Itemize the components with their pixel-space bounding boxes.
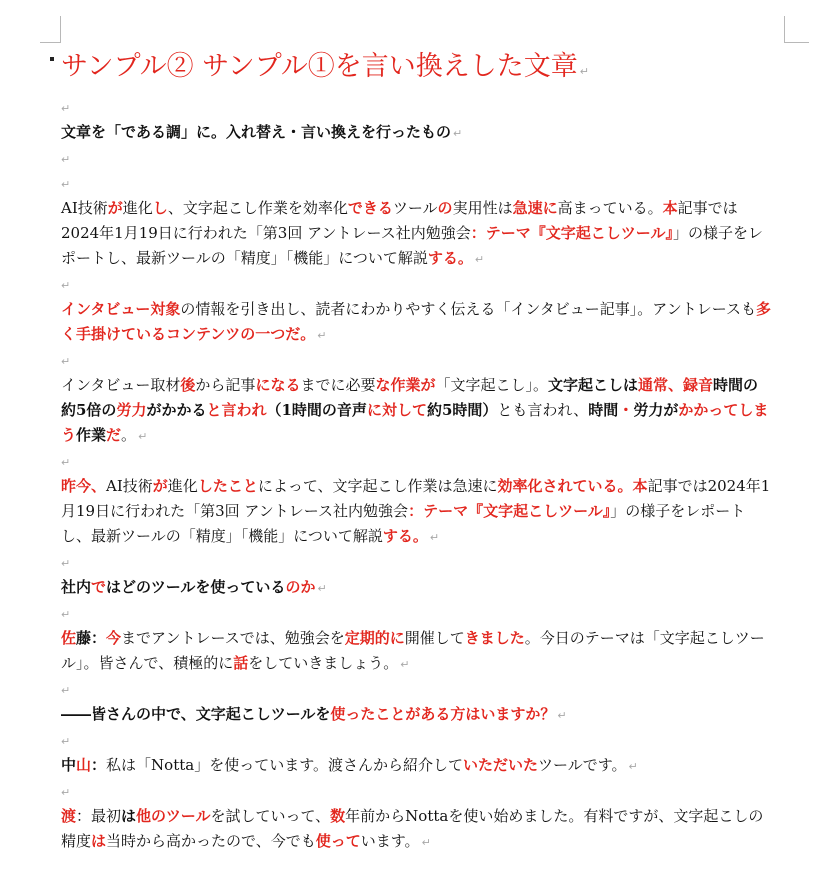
text-run: ――皆さんの中で、文字起こしツールを xyxy=(61,705,331,723)
text-run: 急速に xyxy=(512,199,558,217)
text-run: 記事では2024年1月19日に行われた「第3回 アントレース社内勉強会 xyxy=(61,477,771,520)
paragraph-transcription xyxy=(61,373,773,449)
paragraph-mark: ↵ xyxy=(474,253,485,266)
text-run: きました xyxy=(464,629,525,647)
text-run: 私は「Notta」を使っています。渡さんから紹介して xyxy=(106,756,464,774)
paragraph-mark: ↵ xyxy=(317,329,327,342)
document-title: サンプル② サンプル①を言い換えした文章 ↵ xyxy=(61,51,589,82)
text-run: ントレースも xyxy=(666,300,756,318)
text-run: 効率化されている。 xyxy=(497,477,633,495)
empty-paragraph: ↵ xyxy=(61,557,71,570)
text-run: 約5時間） xyxy=(426,401,498,419)
text-run: 「文字起こし」。 xyxy=(435,376,548,394)
paragraph-mark: ↵ xyxy=(421,836,431,849)
page-corner-top-right xyxy=(784,16,809,43)
text-run: ツール xyxy=(392,199,438,217)
interviewer-question xyxy=(61,702,773,728)
text-run: に対して xyxy=(366,401,427,419)
empty-paragraph: ↵ xyxy=(61,735,71,748)
text-run: AI技術 xyxy=(61,199,108,217)
text-run: ：テーマ『文字起こしツール』 xyxy=(408,502,611,520)
text-run: いただいた xyxy=(463,756,539,774)
text-run: 実用性は xyxy=(452,199,513,217)
text-run: かかってしまう xyxy=(61,401,769,444)
text-run: する。 xyxy=(382,527,428,545)
text-run: で xyxy=(91,578,107,596)
text-run: 進化 xyxy=(167,477,198,495)
paragraph-sato xyxy=(61,626,773,677)
empty-paragraph: ↵ xyxy=(61,786,71,799)
paragraph-mark: ↵ xyxy=(429,531,440,544)
empty-paragraph: ↵ xyxy=(61,279,71,292)
empty-paragraph: ↵ xyxy=(61,153,71,166)
text-run: 進化 xyxy=(122,199,153,217)
text-run: 使ったことがある方はいますか？ xyxy=(330,705,556,723)
text-run: 今 xyxy=(106,629,122,647)
empty-paragraph: ↵ xyxy=(61,355,71,368)
text-run: 使って xyxy=(315,832,361,850)
text-run: 中 xyxy=(61,756,77,774)
text-run: から記事 xyxy=(195,376,256,394)
text-run: とも言われ、 xyxy=(497,401,589,419)
lead-paragraph: 文章を「である調」に。入れ替え・言い換えを行ったもの ↵ xyxy=(61,123,463,141)
text-run: を試していって、 xyxy=(210,807,331,825)
text-run: 労力が xyxy=(633,401,679,419)
text-run: 時間 xyxy=(588,401,619,419)
text-run: ・ xyxy=(618,401,634,419)
empty-paragraph: ↵ xyxy=(61,608,71,621)
text-run: 労力 xyxy=(116,401,147,419)
text-run: 本 xyxy=(632,477,648,495)
document-body[interactable] xyxy=(61,48,773,855)
text-run: までアントレースでは、勉強会を xyxy=(121,629,345,647)
paragraph-anchor-marker xyxy=(50,57,54,61)
text-run: 通常、録音 xyxy=(638,376,714,394)
text-run: 渡 xyxy=(61,807,77,825)
text-run: だ xyxy=(106,426,122,444)
text-run: になる xyxy=(255,376,301,394)
paragraph-interview xyxy=(61,297,773,348)
text-run: 定期的に xyxy=(344,629,405,647)
text-run: 年前からNottaを使い始めました。有料ですが、文字起こしの精度 xyxy=(61,807,764,850)
paragraph-mark: ↵ xyxy=(138,430,148,443)
text-run: 本 xyxy=(662,199,678,217)
text-run: 。今日のテーマは「文字起こしツール」。皆さんで、積極的に xyxy=(61,629,765,672)
empty-paragraph: ↵ xyxy=(61,178,71,191)
text-run: な作業が xyxy=(375,376,436,394)
text-run: は xyxy=(91,832,107,850)
text-run: ： xyxy=(91,756,107,774)
text-run: 昨今、 xyxy=(61,477,107,495)
text-run: 多く手掛けているコンテンツの一つだ。 xyxy=(61,300,771,343)
paragraph-mark: ↵ xyxy=(400,658,410,671)
text-run: は xyxy=(121,807,137,825)
text-run: によって、文字起こし作業は急速に xyxy=(257,477,498,495)
text-run: 他のツール xyxy=(136,807,211,825)
text-run: 山 xyxy=(76,756,92,774)
text-run: 、文字起こし作業を効率化 xyxy=(167,199,348,217)
text-run: AI技術 xyxy=(106,477,153,495)
text-run: 後 xyxy=(180,376,196,394)
text-run: 時間の約5倍の xyxy=(61,376,759,419)
text-run: （1時間の音声 xyxy=(266,401,367,419)
text-run: と言われ xyxy=(206,401,267,419)
text-run: がかかる xyxy=(146,401,207,419)
text-run: 作業 xyxy=(76,426,107,444)
text-run: 話 xyxy=(233,654,249,672)
text-run: したこと xyxy=(197,477,258,495)
text-run: はどのツールを使っている xyxy=(106,578,286,596)
text-run: 。 xyxy=(121,426,137,444)
paragraph-recent xyxy=(61,474,773,550)
text-run: 佐 xyxy=(61,629,77,647)
text-run: インタビュー取材 xyxy=(61,376,181,394)
text-run: 」の様子をレポートし、最新ツールの「精度」「機能」について解説 xyxy=(61,224,763,267)
heading-question xyxy=(61,575,773,601)
text-run: の xyxy=(437,199,453,217)
paragraph-mark: ↵ xyxy=(317,582,327,595)
text-run: までに必要 xyxy=(300,376,376,394)
paragraph-intro xyxy=(61,196,773,272)
empty-paragraph: ↵ xyxy=(61,684,71,697)
text-run: をしていきましょう。 xyxy=(248,654,399,672)
text-run: のか xyxy=(285,578,316,596)
text-run: 藤： xyxy=(76,629,107,647)
paragraph-mark: ↵ xyxy=(557,709,567,722)
empty-paragraph: ↵ xyxy=(61,456,71,469)
paragraph-watari xyxy=(61,804,773,855)
text-run: 社内 xyxy=(61,578,92,596)
text-run: ：テーマ『文字起こしツール』 xyxy=(470,224,673,242)
text-run: が xyxy=(152,477,168,495)
text-run: 記事では2024年1月19日に行われた「第3回 アントレース社内勉強会 xyxy=(61,199,738,242)
text-run: ：最初 xyxy=(76,807,122,825)
empty-paragraph: ↵ xyxy=(61,102,71,115)
text-run: 」の様子をレポートし、最新ツールの「精度」「機能」について解説 xyxy=(61,502,746,545)
text-run: 高まっている。 xyxy=(557,199,663,217)
text-run: が xyxy=(107,199,123,217)
paragraph-nakayama xyxy=(61,753,773,779)
paragraph-mark: ↵ xyxy=(628,760,638,773)
text-run: の情報を引き出し、読者にわかりやすく伝える「インタビュー記事」。ア xyxy=(180,300,667,318)
text-run: する。 xyxy=(427,249,473,267)
text-run: できる xyxy=(347,199,393,217)
text-run: います。 xyxy=(360,832,420,850)
text-run: インタビュー対象 xyxy=(61,300,181,318)
text-run: 文字起こしは xyxy=(548,376,639,394)
text-run: ツールです。 xyxy=(538,756,627,774)
text-run: 開催して xyxy=(404,629,465,647)
text-run: 数 xyxy=(330,807,346,825)
text-run: 当時から高かったので、今でも xyxy=(106,832,316,850)
text-run: し xyxy=(152,199,168,217)
page-corner-top-left xyxy=(40,16,61,43)
